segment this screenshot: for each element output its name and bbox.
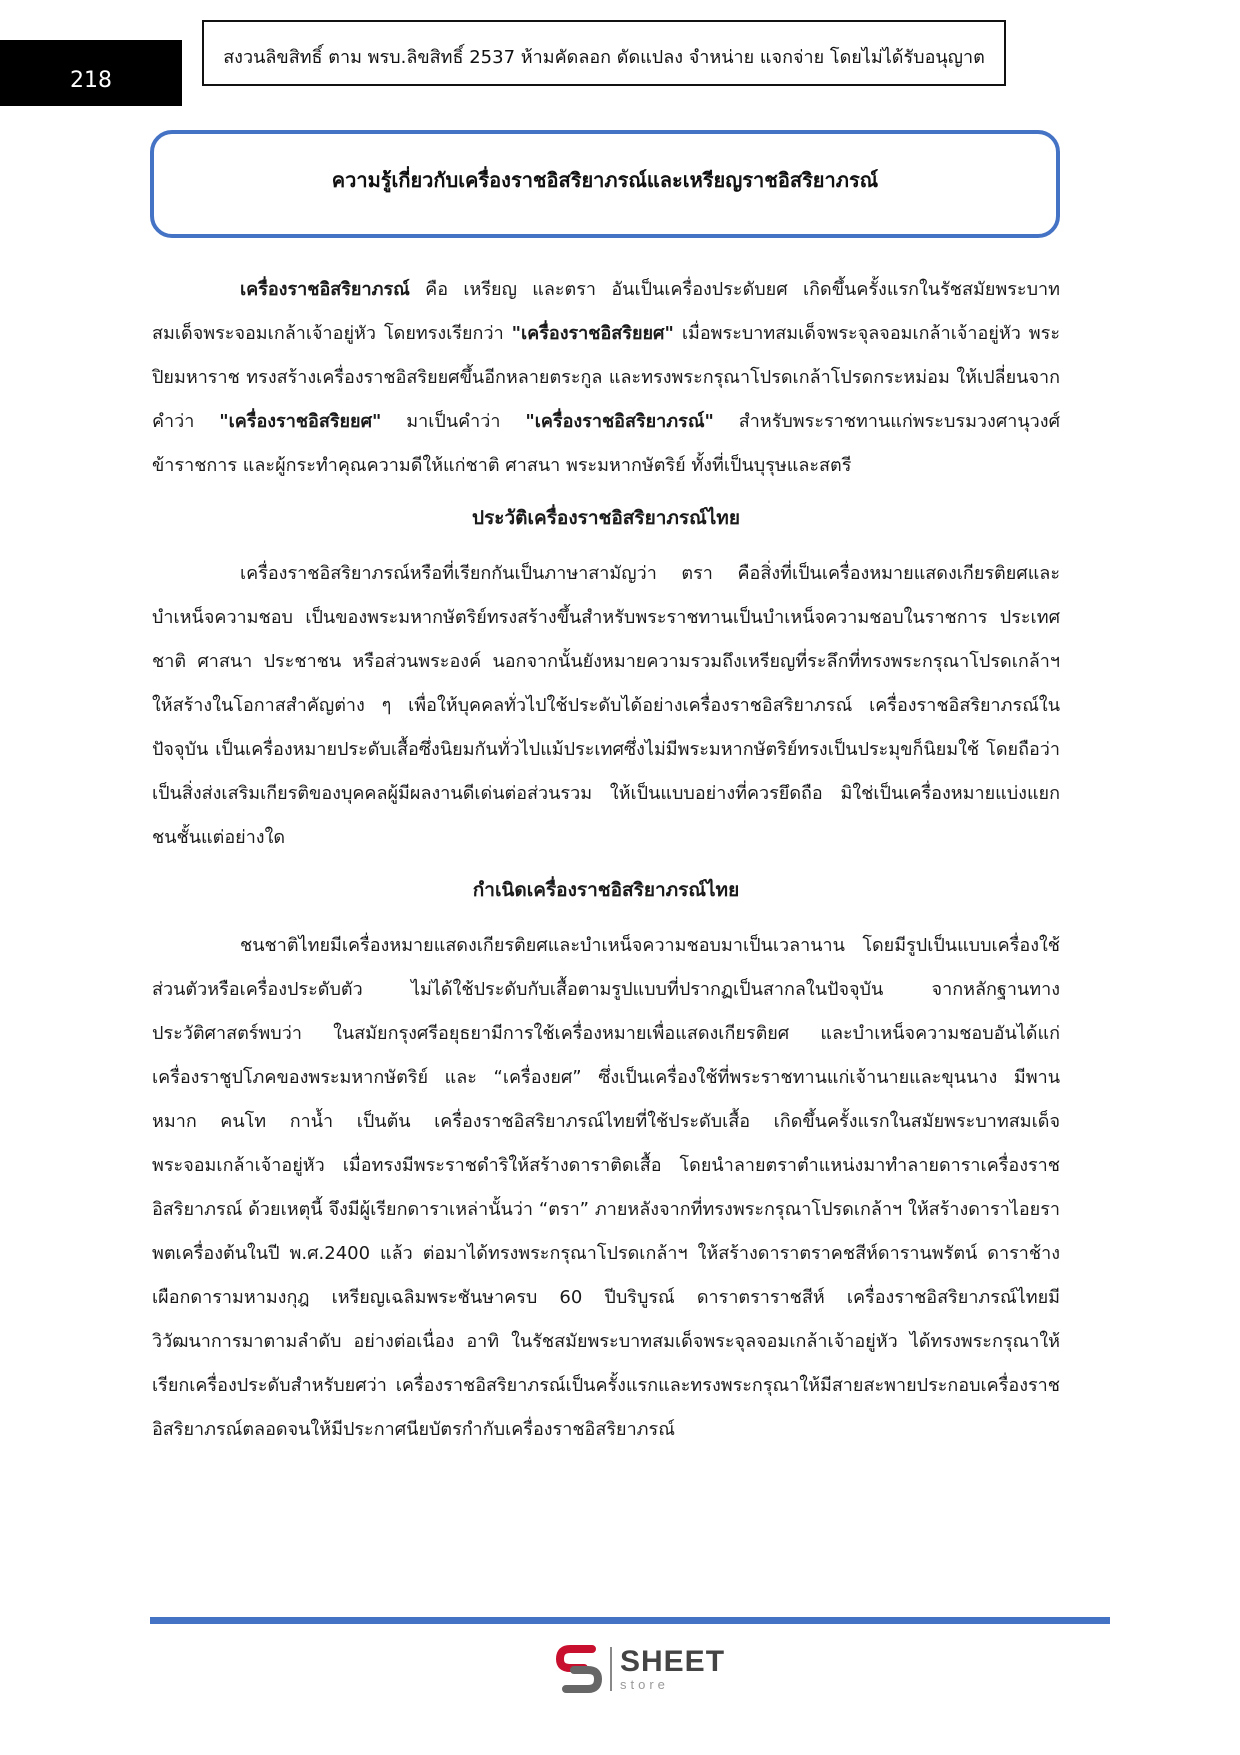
intro-text-3: มาเป็นคำว่า xyxy=(381,411,526,432)
sheet-store-logo-icon xyxy=(554,1641,604,1697)
document-body xyxy=(152,268,1060,1452)
title-box xyxy=(150,130,1060,238)
page-number: 218 xyxy=(0,40,182,106)
intro-text-2: เมื่อพระบาทสมเด็จพระจุลจอมเกล้าเจ้าอยู่หัว พระปิยมหาราช ทรงสร้างเครื่องราชอิสริยยศขึ้นอีกหลายตระกูล และทรงพระกรุณาโปรดเกล้าโปรดกระหม่อม ให้เปลี่ยนจากคำว่า xyxy=(152,323,1061,432)
logo-wordmark xyxy=(620,1647,725,1691)
intro-text-4: สำหรับพระราชทานแก่พระบรมวงศานุวงศ์ ข้าราชการ และผู้กระทำคุณความดีให้แก่ชาติ ศาสนา พระมหากษัตริย์ ทั้งที่เป็นบุรุษและสตรี xyxy=(152,411,1060,476)
section-1-paragraph: เครื่องราชอิสริยาภรณ์หรือที่เรียกกันเป็นภาษาสามัญว่า ตรา คือสิ่งที่เป็นเครื่องหมายแสดงเกียรติยศและบำเหน็จความชอบ เป็นของพระมหากษัตริย์ทรงสร้างขึ้นสำหรับพระราชทานเป็นบำเหน็จความชอบในราชการ ประเทศชาติ ศาสนา ประชาชน หรือส่วนพระองค์ นอกจากนั้นยังหมายความรวมถึงเหรียญที่ระลึกที่ทรงพระกรุณาโปรดเกล้าฯ ให้สร้างในโอกาสสำคัญต่าง ๆ เพื่อให้บุคคลทั่วไปใช้ประดับได้อย่างเครื่องราชอิสริยาภรณ์ เครื่องราชอิสริยาภรณ์ในปัจจุบัน เป็นเครื่องหมายประดับเสื้อซึ่งนิยมกันทั่วไปแม้ประเทศซึ่งไม่มีพระมหากษัตริย์ทรงเป็นประมุขก็นิยมใช้ โดยถือว่าเป็นสิ่งส่งเสริมเกียรติของบุคคลผู้มีผลงานดีเด่นต่อส่วนรวม ให้เป็นแบบอย่างที่ควรยึดถือ มิใช่เป็นเครื่องหมายแบ่งแยกชนชั้นแต่อย่างใด xyxy=(152,563,1060,848)
section-2-heading: กำเนิดเครื่องราชอิสริยาภรณ์ไทย xyxy=(472,879,740,901)
intro-term: เครื่องราชอิสริยาภรณ์ xyxy=(240,279,410,300)
section-1-heading: ประวัติเครื่องราชอิสริยาภรณ์ไทย xyxy=(472,507,740,529)
sheet-store-logo xyxy=(554,1640,725,1698)
intro-text-1: คือ เหรียญ และตรา อันเป็นเครื่องประดับยศ เกิดขึ้นครั้งแรกในรัชสมัยพระบาทสมเด็จพระจอมเกล้าเจ้าอยู่หัว โดยทรงเรียกว่า xyxy=(152,279,1060,344)
intro-paragraph xyxy=(152,268,1060,488)
logo-main-text: SHEET xyxy=(620,1645,726,1678)
section-2-paragraph: ชนชาติไทยมีเครื่องหมายแสดงเกียรติยศและบำเหน็จความชอบมาเป็นเวลานาน โดยมีรูปเป็นแบบเครื่องใช้ส่วนตัวหรือเครื่องประดับตัว ไม่ได้ใช้ประดับกับเสื้อตามรูปแบบที่ปรากฏเป็นสากลในปัจจุบัน จากหลักฐานทางประวัติศาสตร์พบว่า ในสมัยกรุงศรีอยุธยามีการใช้เครื่องหมายเพื่อแสดงเกียรติยศ และบำเหน็จความชอบอันได้แก่ เครื่องราชูปโภคของพระมหากษัตริย์ และ “เครื่องยศ” ซึ่งเป็นเครื่องใช้ที่พระราชทานแก่เจ้านายและขุนนาง มีพานหมาก คนโท กาน้ำ เป็นต้น เครื่องราชอิสริยาภรณ์ไทยที่ใช้ประดับเสื้อ เกิดขึ้นครั้งแรกในสมัยพระบาทสมเด็จพระจอมเกล้าเจ้าอยู่หัว เมื่อทรงมีพระราชดำริให้สร้างดาราติดเสื้อ โดยนำลายตราตำแหน่งมาทำลายดาราเครื่องราชอิสริยาภรณ์ ด้วยเหตุนี้ จึงมีผู้เรียกดาราเหล่านั้นว่า “ตรา” ภายหลังจากที่ทรงพระกรุณาโปรดเกล้าฯ ให้สร้างดาราไอยราพตเครื่องต้นในปี พ.ศ.2400 แล้ว ต่อมาได้ทรงพระกรุณาโปรดเกล้าฯ ให้สร้างดาราตราคชสีห์ดารานพรัตน์ ดาราช้างเผือกดารามหามงกุฎ เหรียญเฉลิมพระชันษาครบ 60 ปีบริบูรณ์ ดาราตราราชสีห์ เครื่องราชอิสริยาภรณ์ไทยมีวิวัฒนาการมาตามลำดับ อย่างต่อเนื่อง อาทิ ในรัชสมัยพระบาทสมเด็จพระจุลจอมเกล้าเจ้าอยู่หัว ได้ทรงพระกรุณาให้เรียกเครื่องประดับสำหรับยศว่า เครื่องราชอิสริยาภรณ์เป็นครั้งแรกและทรงพระกรุณาให้มีสายสะพายประกอบเครื่องราชอิสริยาภรณ์ตลอดจนให้มีประกาศนียบัตรกำกับเครื่องราชอิสริยาภรณ์ xyxy=(152,935,1060,1440)
footer-divider xyxy=(150,1617,1110,1624)
intro-quote-3: "เครื่องราชอิสริยาภรณ์" xyxy=(525,411,714,432)
logo-separator xyxy=(610,1647,612,1691)
intro-quote-1: "เครื่องราชอิสริยยศ" xyxy=(511,323,674,344)
intro-quote-2: "เครื่องราชอิสริยยศ" xyxy=(219,411,382,432)
logo-sub-text: store xyxy=(620,1677,669,1692)
copyright-text: สงวนลิขสิทธิ์ ตาม พรบ.ลิขสิทธิ์ 2537 ห้ามคัดลอก ดัดแปลง จำหน่าย แจกจ่าย โดยไม่ได้รับอนุญาต xyxy=(223,46,985,68)
copyright-notice xyxy=(202,20,1006,86)
page-title: ความรู้เกี่ยวกับเครื่องราชอิสริยาภรณ์และเหรียญราชอิสริยาภรณ์ xyxy=(331,168,879,192)
